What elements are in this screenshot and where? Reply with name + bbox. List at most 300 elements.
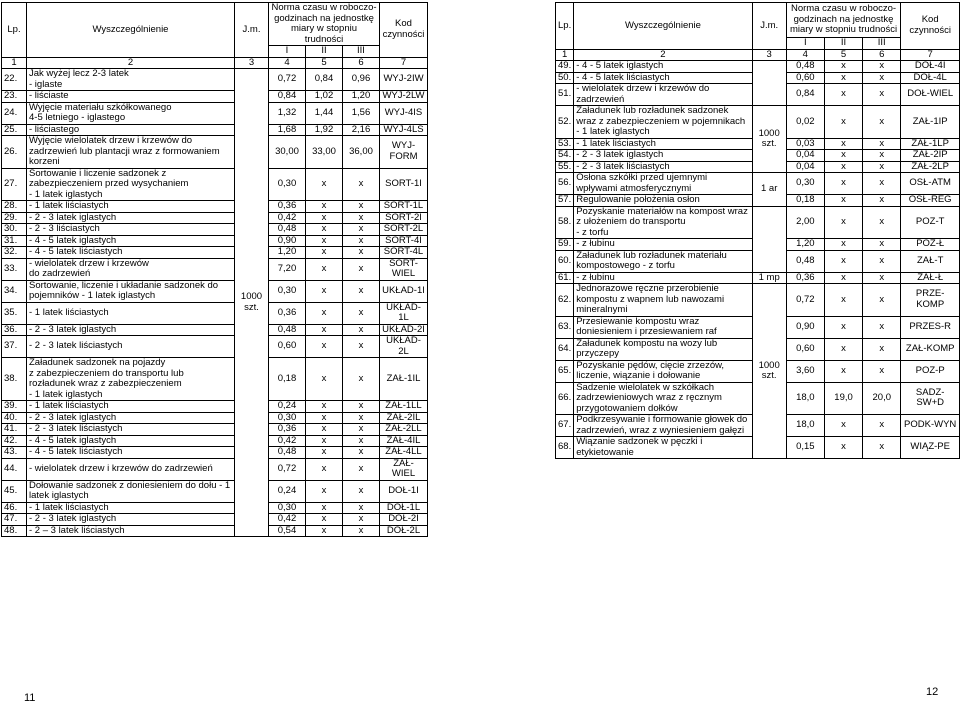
norm-degree-1: 0,30	[269, 168, 306, 201]
row-description: - 4 - 5 latek liściastych	[27, 447, 235, 459]
norm-degree-1: 0,48	[786, 250, 824, 272]
norm-degree-3: x	[863, 437, 901, 459]
table-row	[2, 258, 428, 280]
activity-code: WYJ- FORM	[380, 136, 428, 169]
row-number: 25.	[2, 124, 27, 136]
row-unit: 1000 szt.	[752, 106, 786, 173]
row-description: - 4 - 5 latek liściastych	[574, 72, 752, 84]
activity-code: WYJ-4IS	[380, 102, 428, 124]
norm-degree-1: 0,54	[269, 525, 306, 537]
norm-degree-2: x	[824, 72, 862, 84]
row-number: 59.	[556, 239, 574, 251]
norm-degree-2: x	[824, 150, 862, 162]
row-number: 28.	[2, 201, 27, 213]
norm-degree-1: 0,18	[786, 195, 824, 207]
norm-degree-2: x	[306, 412, 343, 424]
norm-degree-3: x	[343, 480, 380, 502]
norm-degree-2: x	[306, 235, 343, 247]
row-number: 52.	[556, 106, 574, 139]
activity-code: DOŁ-WIEL	[901, 84, 960, 106]
norm-degree-2: x	[306, 401, 343, 413]
row-description: Sortowanie, liczenie i układanie sadzonek do pojemników - 1 latek iglastych	[27, 280, 235, 302]
norm-degree-1: 0,36	[786, 272, 824, 284]
row-number: 23.	[2, 91, 27, 103]
row-number: 49.	[556, 61, 574, 73]
row-number: 29.	[2, 212, 27, 224]
activity-code: WYJ-2LW	[380, 91, 428, 103]
norm-degree-1: 0,90	[269, 235, 306, 247]
activity-code: ZAŁ-2IP	[901, 150, 960, 162]
header-degree-2: II	[306, 46, 343, 58]
row-unit: 1000 szt.	[752, 284, 786, 459]
row-number: 65.	[556, 360, 574, 382]
norm-degree-3: x	[343, 258, 380, 280]
row-description: - 1 latek liściastych	[27, 502, 235, 514]
row-description: - liściaste	[27, 91, 235, 103]
activity-code: ZAŁ-1LL	[380, 401, 428, 413]
row-description: Sadzenie wielolatek w szkółkach zadrzewieniowych wraz z ręcznym przygotowaniem dołków	[574, 382, 752, 415]
activity-code: DOŁ-2L	[380, 525, 428, 537]
header-code: Kod czynności	[901, 3, 960, 50]
activity-code: ZAŁ-Ł	[901, 272, 960, 284]
table-row	[556, 272, 960, 284]
row-number: 41.	[2, 424, 27, 436]
norm-degree-1: 0,30	[786, 173, 824, 195]
table-row	[556, 284, 960, 317]
norm-degree-2: x	[306, 435, 343, 447]
norm-degree-3: x	[863, 284, 901, 317]
norm-degree-3: x	[343, 224, 380, 236]
activity-code: ZAŁ-T	[901, 250, 960, 272]
activity-code: ZAŁ-WIEL	[380, 458, 428, 480]
header-description: Wyszczególnienie	[27, 3, 235, 58]
row-number: 33.	[2, 258, 27, 280]
norm-degree-3: x	[863, 206, 901, 239]
table-row	[2, 212, 428, 224]
norm-degree-3: x	[343, 358, 380, 401]
norm-degree-2: x	[306, 514, 343, 526]
table-row	[2, 358, 428, 401]
table-row	[2, 124, 428, 136]
norm-degree-1: 0,84	[786, 84, 824, 106]
row-description: - 1 latek liściastych	[27, 302, 235, 324]
row-number: 31.	[2, 235, 27, 247]
norm-degree-2: x	[824, 437, 862, 459]
row-description: - wielolatek drzew i krzewów do zadrzewień	[574, 84, 752, 106]
activity-code: ZAŁ-4IL	[380, 435, 428, 447]
row-description: - wielolatek drzew i krzewów do zadrzewień	[27, 258, 235, 280]
norm-degree-1: 0,48	[786, 61, 824, 73]
norm-degree-2: 1,02	[306, 91, 343, 103]
row-description: Wiązanie sadzonek w pęczki i etykietowanie	[574, 437, 752, 459]
row-number: 47.	[2, 514, 27, 526]
table-row	[2, 336, 428, 358]
activity-code: POZ-Ł	[901, 239, 960, 251]
norm-degree-3: x	[343, 435, 380, 447]
norm-degree-3: 20,0	[863, 382, 901, 415]
norm-degree-2: x	[824, 173, 862, 195]
row-number: 27.	[2, 168, 27, 201]
norm-degree-2: x	[824, 360, 862, 382]
norm-degree-1: 0,36	[269, 424, 306, 436]
table-row	[2, 91, 428, 103]
activity-code: ZAŁ-2LP	[901, 161, 960, 173]
row-number: 51.	[556, 84, 574, 106]
norm-degree-1: 0,60	[786, 72, 824, 84]
table-row	[2, 480, 428, 502]
norm-degree-3: 2,16	[343, 124, 380, 136]
row-number: 68.	[556, 437, 574, 459]
norm-degree-2: x	[306, 336, 343, 358]
activity-code: OSŁ-REG	[901, 195, 960, 207]
table-row	[2, 224, 428, 236]
norm-degree-3: x	[343, 212, 380, 224]
row-description: - 2 - 3 latek iglastych	[27, 324, 235, 336]
row-number: 32.	[2, 247, 27, 259]
norm-degree-3: x	[863, 338, 901, 360]
norm-degree-1: 0,30	[269, 412, 306, 424]
norm-degree-3: x	[343, 235, 380, 247]
row-number: 64.	[556, 338, 574, 360]
norm-degree-3: x	[343, 324, 380, 336]
activity-code: SORT-2I	[380, 212, 428, 224]
table-row	[2, 401, 428, 413]
norm-degree-3: x	[863, 173, 901, 195]
norm-degree-2: x	[824, 272, 862, 284]
table-row	[2, 235, 428, 247]
norm-degree-1: 0,90	[786, 316, 824, 338]
column-number: 1	[556, 49, 574, 61]
activity-code: ZAŁ-2LL	[380, 424, 428, 436]
row-description: Sortowanie i liczenie sadzonek z zabezpieczeniem przed wysychaniem - 1 latek iglastych	[27, 168, 235, 201]
row-description: - 2 - 3 latek liściastych	[574, 161, 752, 173]
table-row	[2, 458, 428, 480]
activity-code: PRZES-R	[901, 316, 960, 338]
row-number: 36.	[2, 324, 27, 336]
norm-degree-1: 1,20	[786, 239, 824, 251]
norm-degree-2: x	[306, 458, 343, 480]
norm-degree-2: x	[306, 280, 343, 302]
row-description: - 2 - 3 latek iglastych	[27, 412, 235, 424]
activity-code: ZAŁ-4LL	[380, 447, 428, 459]
norm-degree-3: x	[863, 239, 901, 251]
norm-degree-2: x	[306, 447, 343, 459]
activity-code: SORT-1I	[380, 168, 428, 201]
column-number: 5	[306, 57, 343, 69]
norm-degree-3: x	[863, 138, 901, 150]
row-number: 22.	[2, 69, 27, 91]
activity-code: ZAŁ-KOMP	[901, 338, 960, 360]
norm-degree-3: x	[343, 412, 380, 424]
norm-degree-1: 0,36	[269, 201, 306, 213]
row-number: 24.	[2, 102, 27, 124]
row-number: 50.	[556, 72, 574, 84]
norm-degree-3: 1,56	[343, 102, 380, 124]
column-number: 4	[269, 57, 306, 69]
table-row	[2, 412, 428, 424]
norm-degree-1: 0,42	[269, 514, 306, 526]
norm-degree-2: x	[306, 525, 343, 537]
header-norm: Norma czasu w roboczo-godzinach na jednostkę miary w stopniu trudności	[786, 3, 901, 38]
activity-code: POZ-T	[901, 206, 960, 239]
norm-degree-2: x	[824, 138, 862, 150]
norm-degree-1: 0,60	[269, 336, 306, 358]
norm-degree-2: x	[306, 168, 343, 201]
column-number-row	[556, 49, 960, 61]
norm-degree-2: x	[306, 502, 343, 514]
row-description: Wyjęcie materiału szkółkowanego 4-5 letniego - iglastego	[27, 102, 235, 124]
column-number: 1	[2, 57, 27, 69]
row-number: 61.	[556, 272, 574, 284]
page-number-right: 12	[926, 686, 939, 698]
norm-degree-1: 0,18	[269, 358, 306, 401]
activity-code: DOŁ-4I	[901, 61, 960, 73]
norm-degree-1: 0,48	[269, 324, 306, 336]
norm-table-right	[555, 2, 960, 459]
activity-code: SORT-4L	[380, 247, 428, 259]
norm-degree-3: x	[343, 401, 380, 413]
column-number: 6	[863, 49, 901, 61]
row-description: - 2 - 3 latek iglastych	[27, 212, 235, 224]
table-row	[556, 106, 960, 139]
norm-degree-2: 1,92	[306, 124, 343, 136]
norm-degree-2: x	[824, 161, 862, 173]
column-number: 5	[824, 49, 862, 61]
norm-degree-1: 0,30	[269, 502, 306, 514]
row-number: 26.	[2, 136, 27, 169]
norm-degree-2: x	[824, 106, 862, 139]
norm-degree-3: x	[863, 84, 901, 106]
row-number: 37.	[2, 336, 27, 358]
table-row	[2, 324, 428, 336]
row-number: 34.	[2, 280, 27, 302]
norm-degree-1: 3,60	[786, 360, 824, 382]
norm-degree-3: x	[343, 280, 380, 302]
column-number: 2	[27, 57, 235, 69]
norm-degree-3: x	[343, 514, 380, 526]
row-number: 48.	[2, 525, 27, 537]
row-description: - liściastego	[27, 124, 235, 136]
row-description: Dołowanie sadzonek z doniesieniem do dołu - 1 latek iglastych	[27, 480, 235, 502]
row-number: 45.	[2, 480, 27, 502]
column-number: 7	[901, 49, 960, 61]
norm-degree-3: x	[863, 250, 901, 272]
norm-degree-1: 0,72	[269, 458, 306, 480]
norm-degree-3: x	[863, 195, 901, 207]
row-number: 42.	[2, 435, 27, 447]
table-row	[2, 514, 428, 526]
activity-code: ZAŁ-2IL	[380, 412, 428, 424]
norm-degree-1: 18,0	[786, 382, 824, 415]
norm-degree-1: 0,60	[786, 338, 824, 360]
norm-degree-1: 0,72	[269, 69, 306, 91]
norm-degree-3: x	[863, 161, 901, 173]
activity-code: ZAŁ-1IL	[380, 358, 428, 401]
norm-degree-2: 0,84	[306, 69, 343, 91]
table-row	[2, 201, 428, 213]
row-description: - 1 latek liściastych	[574, 138, 752, 150]
table-row	[2, 502, 428, 514]
header-degree-2: II	[824, 38, 862, 50]
norm-degree-1: 18,0	[786, 415, 824, 437]
header-code: Kod czynności	[380, 3, 428, 58]
activity-code: POZ-P	[901, 360, 960, 382]
row-description: - 1 latek liściastych	[27, 201, 235, 213]
norm-degree-3: x	[863, 72, 901, 84]
norm-degree-2: x	[306, 358, 343, 401]
norm-degree-1: 0,30	[269, 280, 306, 302]
norm-degree-3: x	[343, 525, 380, 537]
row-number: 39.	[2, 401, 27, 413]
activity-code: SORT- WIEL	[380, 258, 428, 280]
norm-degree-1: 7,20	[269, 258, 306, 280]
row-unit	[752, 61, 786, 106]
norm-degree-2: x	[306, 212, 343, 224]
norm-degree-1: 0,42	[269, 435, 306, 447]
norm-degree-1: 0,24	[269, 401, 306, 413]
norm-degree-1: 0,02	[786, 106, 824, 139]
norm-degree-2: x	[824, 84, 862, 106]
norm-degree-2: x	[306, 302, 343, 324]
norm-degree-2: 19,0	[824, 382, 862, 415]
header-degree-1: I	[269, 46, 306, 58]
norm-degree-3: 36,00	[343, 136, 380, 169]
norm-degree-3: x	[863, 360, 901, 382]
activity-code: UKŁAD-2I	[380, 324, 428, 336]
row-description: Załadunek sadzonek na pojazdy z zabezpieczeniem do transportu lub rozładunek wraz z zabezpieczeniem - 1 latek iglastych	[27, 358, 235, 401]
header-unit: J.m.	[235, 3, 269, 58]
norm-degree-1: 0,15	[786, 437, 824, 459]
activity-code: OSŁ-ATM	[901, 173, 960, 195]
row-number: 63.	[556, 316, 574, 338]
activity-code: SADZ-SW+D	[901, 382, 960, 415]
norm-degree-2: x	[824, 316, 862, 338]
activity-code: SORT-4I	[380, 235, 428, 247]
norm-degree-3: x	[343, 447, 380, 459]
norm-degree-1: 0,42	[269, 212, 306, 224]
activity-code: ZAŁ-1LP	[901, 138, 960, 150]
row-number: 66.	[556, 382, 574, 415]
row-description: Jednorazowe ręczne przerobienie kompostu z wapnem lub nawozami mineralnymi	[574, 284, 752, 317]
header-norm: Norma czasu w roboczo-godzinach na jednostkę miary w stopniu trudności	[269, 3, 380, 46]
norm-degree-2: x	[824, 239, 862, 251]
norm-degree-1: 1,32	[269, 102, 306, 124]
row-description: Pozyskanie pędów, cięcie zrzezów, liczenie, wiązanie i dołowanie	[574, 360, 752, 382]
table-row	[556, 173, 960, 195]
row-description: Załadunek lub rozładunek materiału kompostowego - z torfu	[574, 250, 752, 272]
activity-code: UKŁAD-1I	[380, 280, 428, 302]
norm-degree-2: x	[824, 61, 862, 73]
column-number: 7	[380, 57, 428, 69]
activity-code: DOŁ-2I	[380, 514, 428, 526]
norm-degree-3: x	[343, 201, 380, 213]
activity-code: SORT-1L	[380, 201, 428, 213]
row-description: Załadunek lub rozładunek sadzonek wraz z zabezpieczeniem w pojemnikach - 1 latek iglastych	[574, 106, 752, 139]
norm-degree-3: x	[343, 502, 380, 514]
row-number: 53.	[556, 138, 574, 150]
row-unit: 1 mp	[752, 272, 786, 284]
column-number-row	[2, 57, 428, 69]
activity-code: WYJ-2IW	[380, 69, 428, 91]
row-description: - 2 - 3 latek liściastych	[27, 336, 235, 358]
norm-degree-2: x	[306, 201, 343, 213]
activity-code: UKŁAD-1L	[380, 302, 428, 324]
activity-code: DOŁ-1I	[380, 480, 428, 502]
norm-degree-3: x	[343, 302, 380, 324]
row-description: - 2 - 3 latek iglastych	[27, 514, 235, 526]
norm-degree-2: x	[824, 415, 862, 437]
norm-degree-3: x	[863, 272, 901, 284]
table-row	[2, 302, 428, 324]
norm-degree-3: x	[343, 458, 380, 480]
table-row	[2, 447, 428, 459]
norm-degree-1: 0,03	[786, 138, 824, 150]
row-description: Wyjęcie wielolatek drzew i krzewów do zadrzewień lub plantacji wraz z formowaniem korzeni	[27, 136, 235, 169]
row-description: - 2 - 3 liściastych	[27, 224, 235, 236]
header-lp: Lp.	[556, 3, 574, 50]
norm-degree-1: 0,48	[269, 447, 306, 459]
table-row	[556, 61, 960, 73]
row-number: 56.	[556, 173, 574, 195]
row-number: 67.	[556, 415, 574, 437]
header-degree-3: III	[863, 38, 901, 50]
row-description: - 4 - 5 latek iglastych	[574, 61, 752, 73]
row-number: 38.	[2, 358, 27, 401]
row-number: 46.	[2, 502, 27, 514]
table-row	[2, 424, 428, 436]
row-description: Pozyskanie materiałów na kompost wraz z ułożeniem do transportu - z torfu	[574, 206, 752, 239]
table-row	[2, 168, 428, 201]
table-row	[2, 69, 428, 91]
row-number: 30.	[2, 224, 27, 236]
table-row	[2, 280, 428, 302]
norm-degree-2: x	[306, 224, 343, 236]
row-number: 43.	[2, 447, 27, 459]
row-description: Podkrzesywanie i formowanie głowek do zadrzewień, wraz z wyniesieniem gałęzi	[574, 415, 752, 437]
norm-degree-1: 1,20	[269, 247, 306, 259]
table-row	[2, 525, 428, 537]
norm-degree-1: 30,00	[269, 136, 306, 169]
activity-code: DOŁ-1L	[380, 502, 428, 514]
norm-degree-2: x	[824, 206, 862, 239]
norm-degree-2: 33,00	[306, 136, 343, 169]
row-number: 60.	[556, 250, 574, 272]
activity-code: SORT-2L	[380, 224, 428, 236]
table-row	[2, 247, 428, 259]
page-number-left: 11	[24, 692, 36, 704]
norm-degree-3: x	[863, 106, 901, 139]
norm-degree-3: 1,20	[343, 91, 380, 103]
row-unit: 1000 szt.	[235, 69, 269, 537]
norm-degree-1: 0,48	[269, 224, 306, 236]
activity-code: ZAŁ-1IP	[901, 106, 960, 139]
column-number: 6	[343, 57, 380, 69]
norm-degree-2: x	[306, 258, 343, 280]
norm-degree-1: 0,84	[269, 91, 306, 103]
header-lp: Lp.	[2, 3, 27, 58]
norm-degree-1: 0,24	[269, 480, 306, 502]
norm-degree-3: x	[343, 336, 380, 358]
row-number: 40.	[2, 412, 27, 424]
norm-table-left	[1, 2, 428, 537]
norm-degree-3: 0,96	[343, 69, 380, 91]
row-number: 57.	[556, 195, 574, 207]
norm-degree-2: x	[824, 284, 862, 317]
row-description: - 4 - 5 latek iglastych	[27, 235, 235, 247]
row-description: Jak wyżej lecz 2-3 latek - iglaste	[27, 69, 235, 91]
table-row	[2, 136, 428, 169]
row-description: - z łubinu	[574, 272, 752, 284]
